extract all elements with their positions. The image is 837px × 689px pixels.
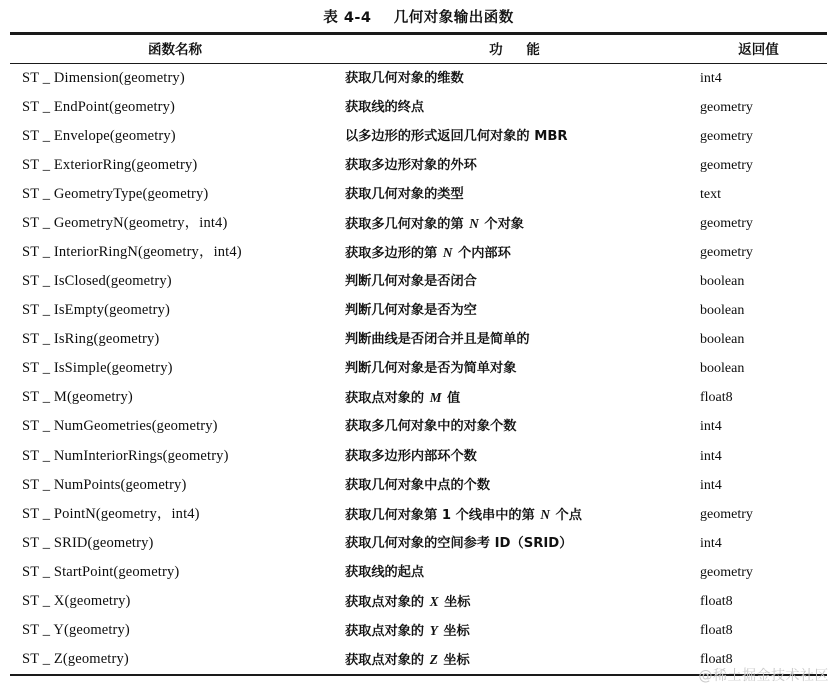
- cell-return-value: geometry: [700, 564, 753, 580]
- cell-return-value: float8: [700, 622, 733, 638]
- cell-function-name: ST _ EndPoint(geometry): [22, 98, 176, 115]
- cell-function-description: 获取多几何对象的第 N 个对象: [345, 216, 524, 233]
- cell-function-name: ST _ GeometryN(geometry，int4): [22, 215, 228, 232]
- cell-return-value: boolean: [700, 303, 745, 319]
- table-row: [10, 500, 827, 529]
- cell-return-value: int4: [700, 477, 722, 493]
- table-row: [10, 442, 827, 471]
- table-row: [10, 122, 827, 151]
- cell-function-description: 判断几何对象是否闭合: [345, 274, 477, 290]
- cell-function-description: 获取线的终点: [345, 99, 425, 115]
- table-row: [10, 645, 827, 674]
- table-row: [10, 471, 827, 500]
- cell-function-description: 获取点对象的 Y 坐标: [345, 622, 470, 639]
- table-row: [10, 354, 827, 383]
- cell-function-description: 获取点对象的 X 坐标: [345, 593, 471, 610]
- table-body: [10, 64, 827, 674]
- cell-function-name: ST _ Y(geometry): [22, 621, 130, 638]
- column-header-return-value: 返回值: [738, 41, 779, 58]
- cell-function-name: ST _ Dimension(geometry): [22, 69, 185, 86]
- table-row: [10, 529, 827, 558]
- cell-function-name: ST _ PointN(geometry，int4): [22, 505, 200, 522]
- cell-return-value: boolean: [700, 332, 745, 348]
- cell-function-description: 获取多边形的第 N 个内部环: [345, 245, 511, 262]
- cell-function-description: 获取点对象的 Z 坐标: [345, 651, 470, 668]
- cell-return-value: text: [700, 187, 721, 203]
- table-row: [10, 180, 827, 209]
- cell-return-value: geometry: [700, 128, 753, 144]
- cell-function-description: 判断几何对象是否为空: [345, 303, 477, 319]
- cell-function-name: ST _ InteriorRingN(geometry，int4): [22, 244, 242, 261]
- table-row: [10, 412, 827, 441]
- column-header-function: 功 能: [489, 41, 541, 58]
- cell-return-value: int4: [700, 448, 722, 464]
- table-caption: 表 4-4 几何对象输出函数: [323, 10, 514, 26]
- table-row: [10, 64, 827, 93]
- cell-function-description: 获取多几何对象中的对象个数: [345, 419, 517, 435]
- cell-function-description: 获取点对象的 M 值: [345, 390, 461, 407]
- table-row: [10, 209, 827, 238]
- cell-function-description: 判断曲线是否闭合并且是简单的: [345, 332, 530, 348]
- cell-return-value: boolean: [700, 361, 745, 377]
- cell-function-name: ST _ NumInteriorRings(geometry): [22, 447, 229, 464]
- cell-function-name: ST _ Envelope(geometry): [22, 127, 176, 144]
- table-row: [10, 93, 827, 122]
- table-row: [10, 616, 827, 645]
- cell-function-description: 获取线的起点: [345, 564, 425, 580]
- cell-return-value: float8: [700, 593, 733, 609]
- table-row: [10, 267, 827, 296]
- cell-function-description: 判断几何对象是否为简单对象: [345, 361, 517, 377]
- table-row: [10, 238, 827, 267]
- table-row: [10, 151, 827, 180]
- cell-function-name: ST _ IsRing(geometry): [22, 331, 160, 348]
- cell-function-name: ST _ SRID(geometry): [22, 534, 154, 551]
- column-header-function-name: 函数名称: [148, 41, 202, 58]
- cell-function-name: ST _ ExteriorRing(geometry): [22, 157, 198, 174]
- cell-function-description: 获取几何对象第 1 个线串中的第 N 个点: [345, 506, 582, 523]
- site-watermark: @稀土掘金技术社区: [698, 668, 829, 684]
- cell-return-value: int4: [700, 70, 722, 86]
- cell-return-value: geometry: [700, 158, 753, 174]
- cell-function-description: 获取几何对象的维数: [345, 70, 464, 86]
- cell-function-description: 获取多边形对象的外环: [345, 158, 477, 174]
- cell-return-value: float8: [700, 651, 733, 667]
- cell-return-value: geometry: [700, 506, 753, 522]
- table-header-row: [10, 35, 827, 63]
- cell-return-value: boolean: [700, 274, 745, 290]
- cell-function-name: ST _ GeometryType(geometry): [22, 186, 209, 203]
- cell-function-description: 获取几何对象的空间参考 ID（SRID）: [345, 535, 573, 551]
- cell-return-value: geometry: [700, 99, 753, 115]
- function-reference-table: [10, 32, 827, 676]
- cell-function-name: ST _ NumPoints(geometry): [22, 476, 187, 493]
- cell-function-description: 获取多边形内部环个数: [345, 448, 477, 464]
- cell-function-name: ST _ IsEmpty(geometry): [22, 302, 171, 319]
- cell-function-description: 获取几何对象的类型: [345, 187, 464, 203]
- cell-return-value: geometry: [700, 216, 753, 232]
- cell-function-name: ST _ M(geometry): [22, 389, 133, 406]
- cell-function-name: ST _ IsClosed(geometry): [22, 273, 172, 290]
- cell-return-value: float8: [700, 390, 733, 406]
- table-row: [10, 296, 827, 325]
- cell-return-value: geometry: [700, 245, 753, 261]
- table-row: [10, 383, 827, 412]
- table-row: [10, 558, 827, 587]
- cell-function-name: ST _ Z(geometry): [22, 650, 129, 667]
- table-row: [10, 325, 827, 354]
- table-row: [10, 587, 827, 616]
- cell-function-name: ST _ NumGeometries(geometry): [22, 418, 218, 435]
- cell-function-name: ST _ IsSimple(geometry): [22, 360, 173, 377]
- cell-return-value: int4: [700, 419, 722, 435]
- cell-function-description: 以多边形的形式返回几何对象的 MBR: [345, 128, 568, 144]
- cell-function-name: ST _ StartPoint(geometry): [22, 563, 180, 580]
- cell-function-name: ST _ X(geometry): [22, 592, 131, 609]
- cell-return-value: int4: [700, 535, 722, 551]
- cell-function-description: 获取几何对象中点的个数: [345, 477, 491, 493]
